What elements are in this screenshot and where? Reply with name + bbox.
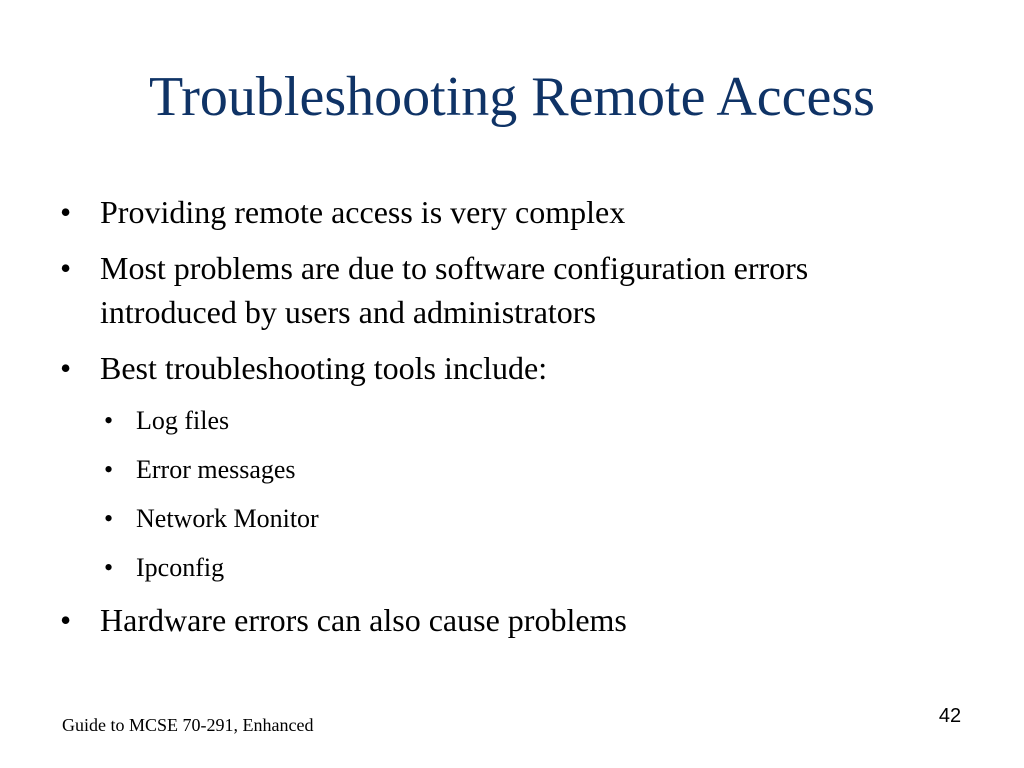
sub-bullet-text: Log files (136, 406, 230, 435)
bullet-text: Most problems are due to software configuration errors introduced by users and administrators (100, 250, 809, 330)
footer-text: Guide to MCSE 70-291, Enhanced (62, 715, 314, 735)
bullet-text: Best troubleshooting tools include: (100, 350, 548, 386)
sub-bullet-item (104, 402, 940, 440)
sub-bullet-item (104, 500, 940, 538)
bullet-text: Providing remote access is very complex (100, 194, 626, 230)
bullet-item (60, 346, 940, 390)
sub-bullet-icon: • (104, 553, 114, 582)
sub-bullet-icon: • (104, 455, 114, 484)
sub-bullet-text: Network Monitor (136, 504, 319, 533)
bullet-item (60, 598, 940, 642)
bullet-item (60, 246, 940, 334)
bullet-icon: • (60, 602, 72, 638)
sub-bullet-list (60, 402, 940, 587)
sub-bullet-icon: • (104, 504, 114, 533)
bullet-text: Hardware errors can also cause problems (100, 602, 627, 638)
slide-body (60, 190, 940, 654)
sub-bullet-text: Ipconfig (136, 553, 225, 582)
bullet-icon: • (60, 194, 72, 230)
sub-bullet-icon: • (104, 406, 114, 435)
bullet-icon: • (60, 350, 72, 386)
bullet-item (60, 190, 940, 234)
sub-bullet-item (104, 451, 940, 489)
sub-bullet-item (104, 549, 940, 587)
page-number: 42 (938, 705, 962, 727)
slide-title: Troubleshooting Remote Access (149, 66, 875, 128)
sub-bullet-text: Error messages (136, 455, 296, 484)
bullet-icon: • (60, 250, 72, 286)
